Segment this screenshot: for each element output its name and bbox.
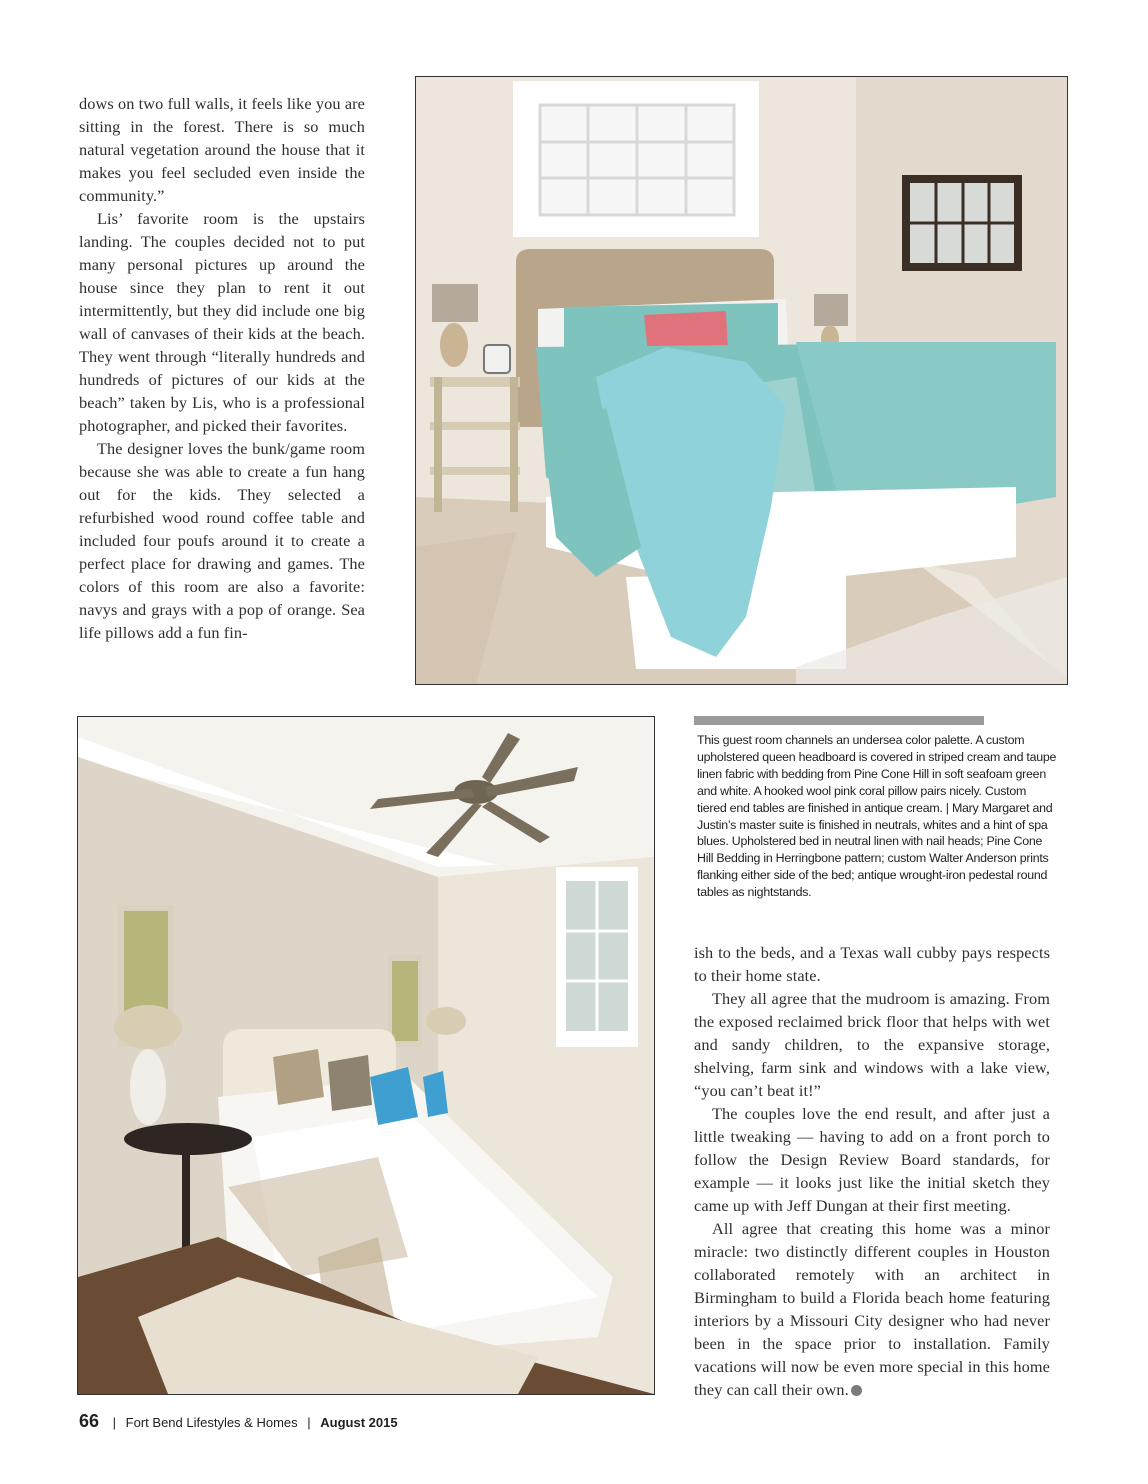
master-suite-photo [77, 716, 655, 1395]
article-column-left [79, 92, 365, 644]
article-paragraph [694, 1217, 1050, 1401]
article-column-right [694, 941, 1050, 1401]
footer-separator: | [112, 1415, 117, 1430]
guest-room-photo [415, 76, 1068, 685]
article-paragraph: dows on two full walls, it feels like you are sitting in the forest. There is so much natural vegetation around the house that it makes you feel secluded even inside the community.” [79, 94, 365, 205]
publication-name: Fort Bend Lifestyles & Homes [125, 1415, 298, 1430]
article-paragraph: The couples love the end result, and after just a little tweaking — having to add on a front porch to follow the Design Review Board standards, for example — it looks just like the initial sketch they came up with Jeff Dungan at their first meeting. [694, 1104, 1050, 1215]
article-paragraph: Lis’ favorite room is the upstairs landing. The couples decided not to put many personal pictures up around the house since they plan to rent it out intermittently, but they did include one big wall of canvases of their kids at the beach. They went through “literally hundreds and hundreds of pictures of our kids at the beach” taken by Lis, who is a professional photographer, and picked their favorites. [79, 209, 365, 435]
article-paragraph: They all agree that the mudroom is amazing. From the exposed reclaimed brick floor that helps with wet and sandy children, to the expansive storage, shelving, farm sink and windows with a lake view, “you can’t beat it!” [694, 989, 1050, 1100]
article-paragraph-text: All agree that creating this home was a minor miracle: two distinctly different couples in Houston collaborated remotely with an architect in Birmingham to build a Florida beach home featuring interiors by a Missouri City designer who had never been in the space prior to installation. Family vacations will now be even more special in this home they can call their own. [694, 1219, 1050, 1399]
footer-separator: | [307, 1415, 311, 1430]
page-footer [79, 1411, 398, 1432]
end-mark-icon [851, 1385, 862, 1396]
article-paragraph: The designer loves the bunk/game room because she was able to create a fun hang out for the kids. They selected a refurbished wood round coffee table and included four poufs around it to create a perfect place for drawing and games. The colors of this room are also a favorite: navys and grays with a pop of orange. Sea life pillows add a fun fin- [79, 439, 365, 642]
page-number: 66 [79, 1411, 100, 1431]
caption-rule [694, 716, 984, 725]
photo-caption: This guest room channels an undersea color palette. A custom upholstered queen headboard is covered in striped cream and taupe linen fabric with bedding from Pine Cone Hill in soft seafoam green and white. A hooked wool pink coral pillow pairs nicely. Custom tiered end tables are finished in antique cream. | Mary Margaret and Justin’s master suite is finished in neutrals, whites and a hint of spa blues. Upholstered bed in neutral linen with nail heads; Pine Cone Hill Bedding in Herringbone pattern; custom Walter Anderson prints flanking either side of the bed; antique wrought-iron pedestal round tables as nightstands. [697, 733, 1057, 900]
article-paragraph: ish to the beds, and a Texas wall cubby pays respects to their home state. [694, 943, 1050, 985]
issue-date: August 2015 [320, 1415, 398, 1430]
